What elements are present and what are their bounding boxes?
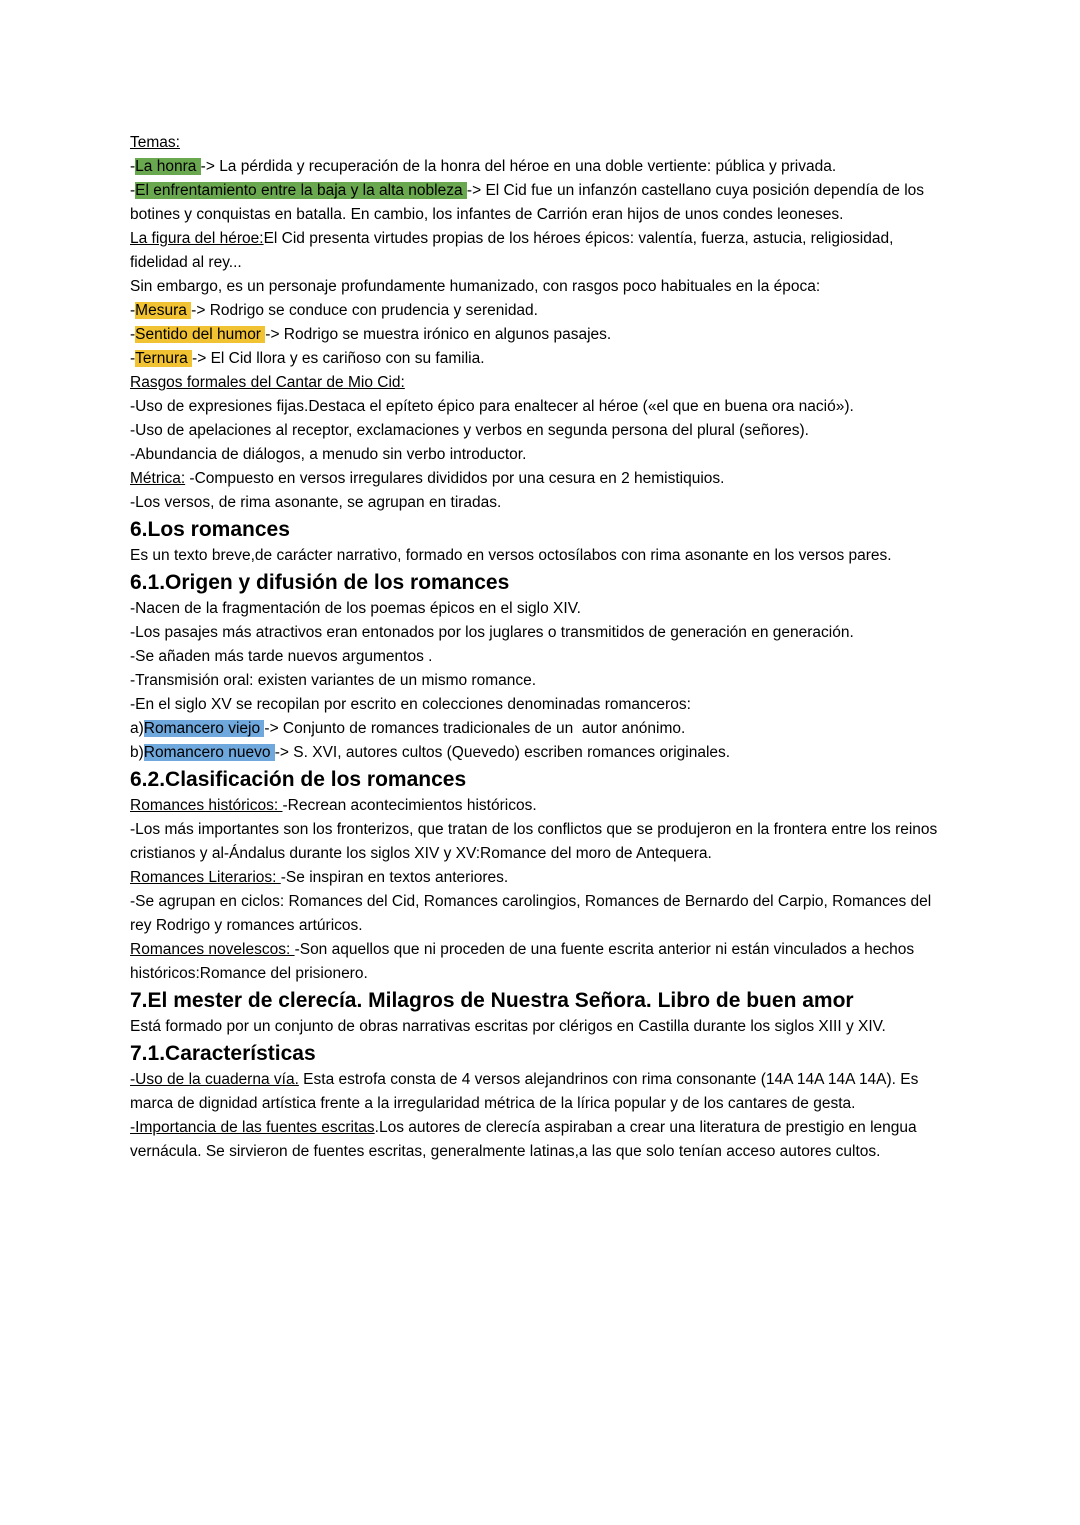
- text-run: -Transmisión oral: existen variantes de un mismo romance.: [130, 672, 537, 689]
- paragraph: [130, 347, 952, 371]
- text-run: -> Rodrigo se conduce con prudencia y serenidad.: [191, 302, 538, 319]
- highlighted-text-yellow: Sentido del humor: [135, 326, 266, 343]
- text-run: -Uso de expresiones fijas.Destaca el epíteto épico para enaltecer al héroe («el que en buena ora nació»).: [130, 398, 854, 415]
- text-run: -Los más importantes son los fronterizos, que tratan de los conflictos que se produjeron en la frontera entre los reinos cristianos y al-Ándalus durante los siglos XIV y XV:Romance del moro de Antequera.: [130, 821, 942, 862]
- paragraph: [130, 693, 952, 717]
- paragraph: [130, 597, 952, 621]
- text-run: Es un texto breve,de carácter narrativo, formado en versos octosílabos con rima asonante en los versos pares.: [130, 547, 892, 564]
- text-run: -Nacen de la fragmentación de los poemas épicos en el siglo XIV.: [130, 600, 581, 617]
- paragraph: [130, 741, 952, 765]
- paragraph: [130, 395, 952, 419]
- paragraph: [130, 419, 952, 443]
- paragraph: [130, 717, 952, 741]
- text-run: -> S. XVI, autores cultos (Quevedo) escriben romances originales.: [274, 744, 731, 761]
- section-heading: 6.1.Origen y difusión de los romances: [130, 571, 510, 594]
- section-heading: 6.Los romances: [130, 518, 290, 541]
- paragraph: [130, 890, 952, 938]
- section-heading: 7.1.Características: [130, 1042, 316, 1065]
- text-run: -Los pasajes más atractivos eran entonados por los juglares o transmitidos de generación en generación.: [130, 624, 854, 641]
- text-run: -: [130, 182, 136, 199]
- highlighted-text-blue: Romancero nuevo: [143, 744, 275, 761]
- text-run: -Se agrupan en ciclos: Romances del Cid, Romances carolingios, Romances de Bernardo del Carpio, Romances del rey Rodrigo y romances artúricos.: [130, 893, 936, 934]
- underlined-text: -Importancia de las fuentes escritas: [130, 1119, 375, 1136]
- text-run: Esta estrofa consta de 4 versos alejandrinos con rima consonante (14A 14A 14A 14A). Es marca de dignidad artística frente a la irregularidad métrica de la lírica popular y de los cantares de gesta.: [130, 1071, 923, 1112]
- text-run: -: [130, 350, 136, 367]
- section-heading: 6.2.Clasificación de los romances: [130, 768, 467, 791]
- paragraph: [130, 323, 952, 347]
- paragraph: [130, 645, 952, 669]
- text-run: Sin embargo, es un personaje profundamente humanizado, con rasgos poco habituales en la época:: [130, 278, 821, 295]
- underlined-text: -Uso de la cuaderna vía.: [130, 1071, 299, 1088]
- text-run: -: [130, 302, 136, 319]
- text-run: -> Rodrigo se muestra irónico en algunos pasajes.: [265, 326, 612, 343]
- underlined-text: Romances históricos:: [130, 797, 283, 814]
- paragraph: [130, 275, 952, 299]
- section-heading: 7.El mester de clerecía. Milagros de Nuestra Señora. Libro de buen amor: [130, 989, 854, 1012]
- highlighted-text-blue: Romancero viejo: [143, 720, 265, 737]
- text-run: -> Conjunto de romances tradicionales de un autor anónimo.: [264, 720, 686, 737]
- paragraph: [130, 467, 952, 491]
- text-run: -: [130, 326, 136, 343]
- text-run: a): [130, 720, 144, 737]
- paragraph: [130, 938, 952, 986]
- text-run: -Abundancia de diálogos, a menudo sin verbo introductor.: [130, 446, 527, 463]
- paragraph: [130, 131, 952, 155]
- text-run: -En el siglo XV se recopilan por escrito en colecciones denominadas romanceros:: [130, 696, 691, 713]
- underlined-text: Temas:: [130, 134, 180, 151]
- text-run: -: [130, 158, 136, 175]
- paragraph: [130, 371, 952, 395]
- text-run: -Se inspiran en textos anteriores.: [280, 869, 509, 886]
- paragraph: [130, 491, 952, 515]
- text-run: -Son aquellos que ni proceden de una fuente escrita anterior ni están vinculados a hechos históricos:Romance del prisionero.: [130, 941, 919, 982]
- underlined-text: La figura del héroe:: [130, 230, 264, 247]
- text-run: -> El Cid llora y es cariñoso con su familia.: [192, 350, 485, 367]
- paragraph: [130, 866, 952, 890]
- underlined-text: Romances novelescos:: [130, 941, 295, 958]
- highlighted-text-green: La honra: [135, 158, 201, 175]
- text-run: -> La pérdida y recuperación de la honra del héroe en una doble vertiente: pública y privada.: [200, 158, 837, 175]
- underlined-text: Métrica:: [130, 470, 186, 487]
- text-run: -Los versos, de rima asonante, se agrupan en tiradas.: [130, 494, 502, 511]
- underlined-text: Rasgos formales del Cantar de Mio Cid:: [130, 374, 405, 391]
- paragraph: [130, 155, 952, 179]
- underlined-text: Romances Literarios:: [130, 869, 281, 886]
- text-run: El Cid presenta virtudes propias de los héroes épicos: valentía, fuerza, astucia, religiosidad, fidelidad al rey...: [130, 230, 898, 271]
- paragraph: [130, 1116, 952, 1164]
- paragraph: [130, 443, 952, 467]
- text-run: -> El Cid fue un infanzón castellano cuya posición dependía de los botines y conquistas en batalla. En cambio, los infantes de Carrión eran hijos de unos condes leoneses.: [130, 182, 929, 223]
- paragraph: [130, 227, 952, 275]
- paragraph: [130, 621, 952, 645]
- text-run: -Se añaden más tarde nuevos argumentos .: [130, 648, 433, 665]
- text-run: b): [130, 744, 144, 761]
- paragraph: [130, 1068, 952, 1116]
- paragraph: [130, 1015, 952, 1039]
- paragraph: [130, 669, 952, 693]
- highlighted-text-yellow: Ternura: [135, 350, 193, 367]
- paragraph: [130, 544, 952, 568]
- highlighted-text-yellow: Mesura: [135, 302, 192, 319]
- highlighted-text-green: El enfrentamiento entre la baja y la alta nobleza: [135, 182, 467, 199]
- paragraph: [130, 299, 952, 323]
- paragraph: [130, 818, 952, 866]
- text-run: -Uso de apelaciones al receptor, exclamaciones y verbos en segunda persona del plural (señores).: [130, 422, 809, 439]
- text-run: Está formado por un conjunto de obras narrativas escritas por clérigos en Castilla durante los siglos XIII y XIV.: [130, 1018, 886, 1035]
- paragraph: [130, 179, 952, 227]
- text-run: -Compuesto en versos irregulares divididos por una cesura en 2 hemistiquios.: [185, 470, 725, 487]
- paragraph: [130, 794, 952, 818]
- text-run: .Los autores de clerecía aspiraban a crear una literatura de prestigio en lengua vernácula. Se sirvieron de fuentes escritas, generalmente latinas,a las que solo tenían acceso autores cultos.: [130, 1119, 921, 1160]
- text-run: -Recrean acontecimientos históricos.: [282, 797, 537, 814]
